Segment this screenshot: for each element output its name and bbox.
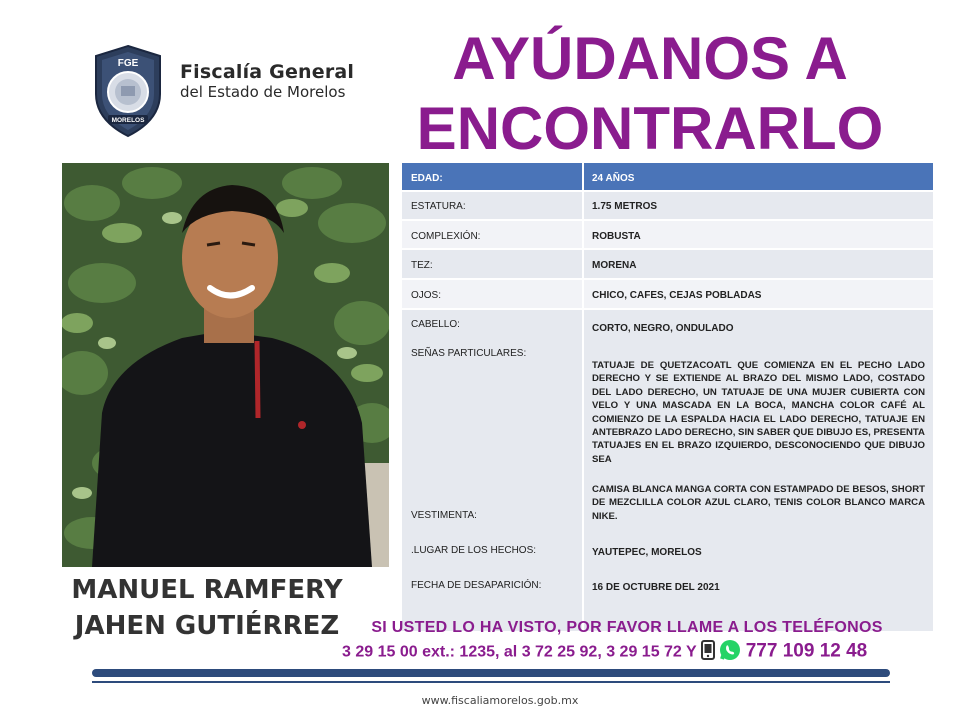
person-name-line1: MANUEL RAMFERY — [71, 575, 343, 605]
detail-label: EDAD: — [411, 173, 443, 184]
organization-name-line2: del Estado de Morelos — [180, 82, 346, 101]
whatsapp-icon — [719, 639, 741, 666]
detail-value: 24 AÑOS — [592, 173, 635, 184]
fge-badge-logo — [92, 44, 164, 138]
call-to-action: SI USTED LO HA VISTO, POR FAVOR LLAME A LOS TELÉFONOS — [371, 619, 883, 636]
headline-line2: ENCONTRARLO — [416, 95, 884, 162]
headline — [400, 26, 900, 162]
detail-row-estatura — [402, 192, 933, 221]
organization-name-line1: Fiscalía General — [180, 61, 355, 83]
person-name-line2: JAHEN GUTIÉRREZ — [74, 611, 340, 641]
organization-name — [180, 62, 354, 101]
detail-label-senas: SEÑAS PARTICULARES: — [411, 348, 527, 359]
detail-value-senas: TATUAJE DE QUETZACOATL QUE COMIENZA EN EL PECHO LADO DERECHO Y SE EXTIENDE AL BRAZO DEL MISMO LADO, COSTADO DEL LADO DERECHO, UN TATUAJE DE UNA MUJER CUBIERTA CON VELO Y UNA MASCADA EN LA BOCA, MANCHA COLOR CAFÉ AL COMIENZO DE LA ESPALDA HACIA EL LADO DERECHO, TATUAJE EN ANTEBRAZO LADO DERECHO, SIN SABER QUE DIBUJO ES, PRESENTA TATUAJES EN EL BRAZO IZQUIERDO, DESCONOCIENDO QUE DIBUJO SEA — [592, 360, 925, 465]
detail-value: MORENA — [592, 260, 637, 271]
detail-value-cabello: CORTO, NEGRO, ONDULADO — [592, 323, 734, 334]
detail-label: TEZ: — [411, 260, 433, 271]
detail-row-complexion — [402, 221, 933, 250]
detail-value: CHICO, CAFES, CEJAS POBLADAS — [592, 290, 762, 301]
detail-row-ojos — [402, 280, 933, 310]
website-url[interactable]: www.fiscaliamorelos.gob.mx — [421, 694, 579, 707]
phone-numbers — [342, 639, 922, 666]
footer-bar — [92, 669, 890, 677]
mobile-phone-icon — [701, 640, 715, 665]
detail-value-vestimenta: CAMISA BLANCA MANGA CORTA CON ESTAMPADO DE BESOS, SHORT DE MEZCLILLA COLOR AZUL CLARO, TENIS COLOR BLANCO MARCA NIKE. — [592, 484, 925, 522]
detail-value-lugar: YAUTEPEC, MORELOS — [592, 547, 702, 558]
detail-label-fecha: FECHA DE DESAPARICIÓN: — [411, 580, 542, 591]
missing-person-photo — [62, 163, 389, 567]
detail-label: OJOS: — [411, 290, 442, 301]
detail-label-cabello: CABELLO: — [411, 319, 460, 330]
detail-value-fecha: 16 DE OCTUBRE DEL 2021 — [592, 582, 720, 593]
detail-label-vestimenta: VESTIMENTA: — [411, 510, 477, 521]
detail-section-descriptive — [402, 310, 933, 631]
person-name — [62, 572, 352, 644]
badge-text: FGE — [117, 58, 139, 69]
detail-value: ROBUSTA — [592, 231, 641, 242]
detail-label-lugar: .LUGAR DE LOS HECHOS: — [411, 545, 537, 556]
landline-numbers: 3 29 15 00 ext.: 1235, al 3 72 25 92, 3 29 15 72 Y — [342, 643, 697, 661]
detail-value: 1.75 METROS — [592, 201, 658, 212]
detail-row-edad — [402, 163, 933, 192]
detail-label: ESTATURA: — [411, 201, 466, 212]
detail-label: COMPLEXIÓN: — [411, 231, 481, 242]
person-details-table — [402, 163, 933, 631]
detail-row-tez — [402, 250, 933, 280]
headline-line1: AYÚDANOS A — [452, 25, 848, 92]
whatsapp-number: 777 109 12 48 — [745, 640, 868, 662]
footer-line — [92, 681, 890, 683]
badge-ribbon-text: MORELOS — [111, 117, 145, 124]
